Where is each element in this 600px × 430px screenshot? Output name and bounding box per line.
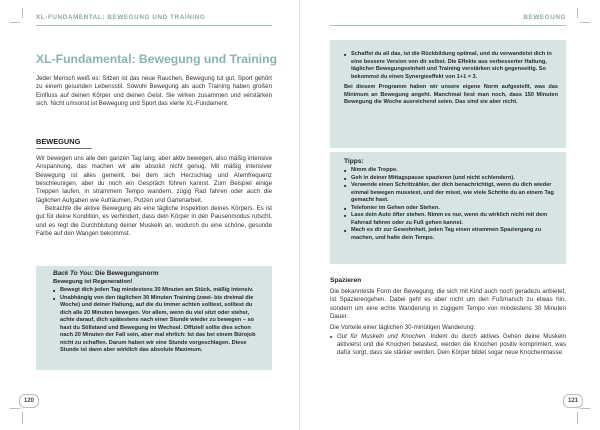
list-item: ■ Nimm die Treppe.: [344, 167, 558, 175]
list-item: ■ Schaffst du all das, ist die Rückbildung optimal, und du verwandelst dich in eine bessere Version von dir selbst. Die Effekte aus verbesserter Haltung, täglicher Bewegungseinheit und Training verstärken sich gegenseitig. So bekommst du einen Synergieeffekt von 1+1 = 3.: [344, 51, 558, 81]
advantages-list: [330, 333, 566, 358]
chapter-title: XL-Fundamental: Bewegung und Training: [36, 52, 278, 66]
paragraph: Betrachte die aktive Bewegung als eine tägliche Inspektion deines Körpers. Es ist gut für deine Kondition, es verhindert, dass dein Körper in den Pausenmodus rutscht, und es regt die Durchblutung deiner Muskeln an, wodurch du eine schöne, gesunde Farbe auf den Wangen bekommst.: [36, 205, 272, 238]
continued-box: [330, 40, 566, 148]
list-item: ■ Geh in deiner Mittagspause spazieren (und nicht schlendern).: [344, 175, 558, 183]
list-item: ■ Lass dein Auto öfter stehen. Nimm es nur, wenn du wirklich nicht mit dem Fahrrad fahren oder zu Fuß gehen kannst.: [344, 212, 558, 227]
tips-list: [344, 167, 558, 242]
list-item: ■ Bewegt dich jeden Tag mindestens 30 Minuten am Stück, mäßig intensiv.: [53, 287, 264, 295]
list-item-lead: Gut für Muskeln und Knochen.: [337, 332, 427, 340]
subsection-heading: Spazieren: [330, 277, 362, 284]
intro-text: Jeder Mensch weiß es: Sitzen ist das neue Rauchen, Bewegung tut gut, Sport gehört zu einem gesunden Lebensstil. Sowohl Bewegung als auch Training haben großen Einfluss auf deinen Körper und deinen Geist. Sie wirken zusammen und verstärken sich. Nicht umsonst ist Bewegung und Sport das vierte XL-Fundament.: [36, 75, 272, 108]
tips-box: [330, 152, 566, 264]
info-box-title-italic: Back To You:: [53, 270, 94, 277]
tips-title: [344, 158, 558, 165]
list-item: ■ Verwende einen Schrittzähler, der dich benachrichtigt, wenn du dich wieder einmal bewegen musstest, und der misst, wie viele Schritte du an einem Tag gemacht hast.: [344, 182, 558, 205]
running-head: XL-FUNDAMENTAL: BEWEGUNG UND TRAINING: [36, 14, 272, 26]
continued-box-paragraph: Bei diesem Programm haben wir unsere eigene Norm aufgestellt, was das Minimum an Bewegung angeht. Manchmal liest man noch, dass 150 Minuten Bewegung die Woche ausreichend seien. Das sind sie aber nicht.: [344, 84, 558, 105]
info-box: [36, 266, 272, 370]
tips-title-text: Tipps:: [344, 158, 364, 165]
paragraph: Die Vorteile einer täglichen 30-minütigen Wanderung:: [330, 324, 476, 332]
body-text: [36, 155, 272, 238]
list-item: [330, 333, 566, 358]
list-item-text: Indem du durch aktives Gehen deine Muskeln aktivierst und die Knochen belastest, werden die Knochen positiv komprimiert, was dafür sorgt, dass sie stärker werden. Dein Körper bildet sogar neue Knochenmasse.: [337, 332, 566, 357]
running-head: BEWEGUNG: [330, 14, 566, 26]
continued-box-list: [344, 51, 558, 81]
section-heading-text: BEWEGUNG: [36, 137, 81, 146]
paragraph: Wir bewegen uns alle den ganzen Tag lang, aber aktiv bewegen, also mäßig intensive Anspannung, das machen wir alle absolut nicht genug. Mit mäßig intensiver Bewegung ist alles gemeint, bei dem sich Herzschlag und Atemfrequenz beschleunigen, aber du noch ein Gespräch führen kannst. Zum Beispiel einige Treppen laufen, in strammem Tempo wandern, zügig Rad fahren oder auch die täglichen Aufgaben wie Aufräumen, Putzen und Gartenarbeit.: [36, 155, 272, 204]
info-box-subtitle: Bewegung ist Regeneration!: [53, 279, 133, 285]
list-item: ■ Telefonier im Gehen oder Stehen.: [344, 205, 558, 213]
list-item: ■ Mach es dir zur Gewohnheit, jeden Tag einen strammen Spaziergang zu machen, und halte dein Tempo.: [344, 227, 558, 242]
section-divider: [36, 148, 92, 149]
section-heading: [36, 137, 80, 146]
info-box-title: [53, 270, 264, 277]
info-box-title-rest: Die Bewegungsnorm: [93, 270, 159, 277]
body-text: [330, 288, 566, 358]
list-item: ■ Unabhängig von den täglichen 30 Minuten Training (zwei- bis dreimal die Woche) und deiner Haltung, auf die du immer achten solltest, solltest du dich alle 20 Minuten bewegen. Vor allem, wenn du viel sitzt oder stehst, achte darauf, dich spätestens nach einer Stunde wieder zu bewegen – so hast du Stillstand und Bewegung im Wechsel. Offiziell sollte dies schon nach 20 Minuten der Fall sein, aber mal ehrlich: Ist das bei einem Bürojob nicht zu schaffen. Darum haben wir eine Stunde vorgeschlagen. Diese Stunde ist dann aber wirklich das absolute Maximum.: [53, 295, 264, 355]
paragraph: Die bekannteste Form der Bewegung, die sich mit Kind auch noch geradezu anbietet, ist Spazierengehen. Dabei geht es aber nicht um den Fußmarsch zu etwas hin, sondern um eine echte Wanderung in zügigem Tempo von mindestens 30 Minuten Dauer.: [330, 288, 566, 321]
right-page: [300, 0, 600, 430]
page-number: 121: [563, 394, 583, 408]
info-box-list: [53, 287, 264, 355]
intro-paragraph: [36, 75, 272, 108]
page-number: 120: [19, 394, 39, 408]
